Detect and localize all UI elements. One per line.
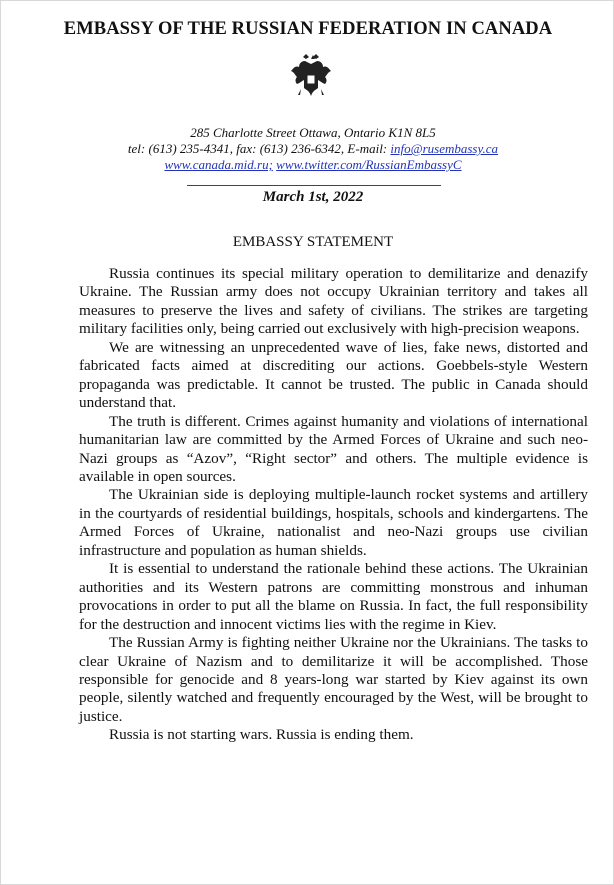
email-link[interactable]: info@rusembassy.ca bbox=[390, 141, 499, 156]
coat-of-arms-emblem bbox=[291, 53, 331, 97]
twitter-link[interactable]: www.twitter.com/RussianEmbassyC bbox=[276, 157, 462, 172]
paragraph: Russia continues its special military operation to demilitarize and denazify Ukraine. The Russian army does not occupy Ukrainian territory and takes all measures to preserve the lives and safety of civilians. The strikes are targeting military facilities only, being carried out exclusively with high-precision weapons. bbox=[79, 265, 588, 338]
paragraph: The Ukrainian side is deploying multiple-launch rocket systems and artillery in the courtyards of residential buildings, hospitals, schools and kindergartens. The Armed Forces of Ukraine, nationalist and neo-Nazi groups use civilian infrastructure and population as human shields. bbox=[79, 486, 588, 559]
web-links bbox=[1, 157, 614, 173]
paragraph: Russia is not starting wars. Russia is ending them. bbox=[109, 726, 414, 744]
website-link[interactable]: www.canada.mid.ru; bbox=[164, 157, 273, 172]
divider-line bbox=[187, 185, 441, 186]
document-title: EMBASSY OF THE RUSSIAN FEDERATION IN CANADA bbox=[63, 19, 553, 39]
paragraph: We are witnessing an unprecedented wave of lies, fake news, distorted and fabricated facts aimed at discrediting our actions. Goebbels-style Western propaganda was predictable. It cannot be trusted. The public in Canada should understand that. bbox=[79, 338, 588, 412]
phone-fax-text: tel: (613) 235-4341, fax: (613) 236-6342, E-mail: bbox=[127, 141, 391, 156]
statement-heading: EMBASSY STATEMENT bbox=[232, 234, 394, 250]
statement-date: March 1st, 2022 bbox=[262, 189, 364, 205]
paragraph: It is essential to understand the rationale behind these actions. The Ukrainian authorities and its Western patrons are committing monstrous and inhuman provocations in order to put all the blame on Russia. In fact, the full responsibility for the destruction and innocent victims lies with the regime in Kiev. bbox=[79, 560, 588, 633]
address-line: 285 Charlotte Street Ottawa, Ontario K1N 8L5 bbox=[190, 125, 436, 140]
contact-line bbox=[1, 141, 614, 157]
paragraph: The truth is different. Crimes against humanity and violations of international humanitarian law are committed by the Armed Forces of Ukraine and such neo-Nazi groups as “Azov”, “Right sector” and others. The multiple evidence is available in open sources. bbox=[79, 412, 588, 485]
statement-body bbox=[79, 265, 588, 745]
contact-block bbox=[1, 125, 614, 173]
paragraph: The Russian Army is fighting neither Ukraine nor the Ukrainians. The tasks to clear Ukraine of Nazism and to demilitarize it will be accomplished. Those responsible for genocide and 8 years-long war started by Kiev against its own people, silently watched and frequently encouraged by the West, will be brought to justice. bbox=[79, 634, 588, 725]
